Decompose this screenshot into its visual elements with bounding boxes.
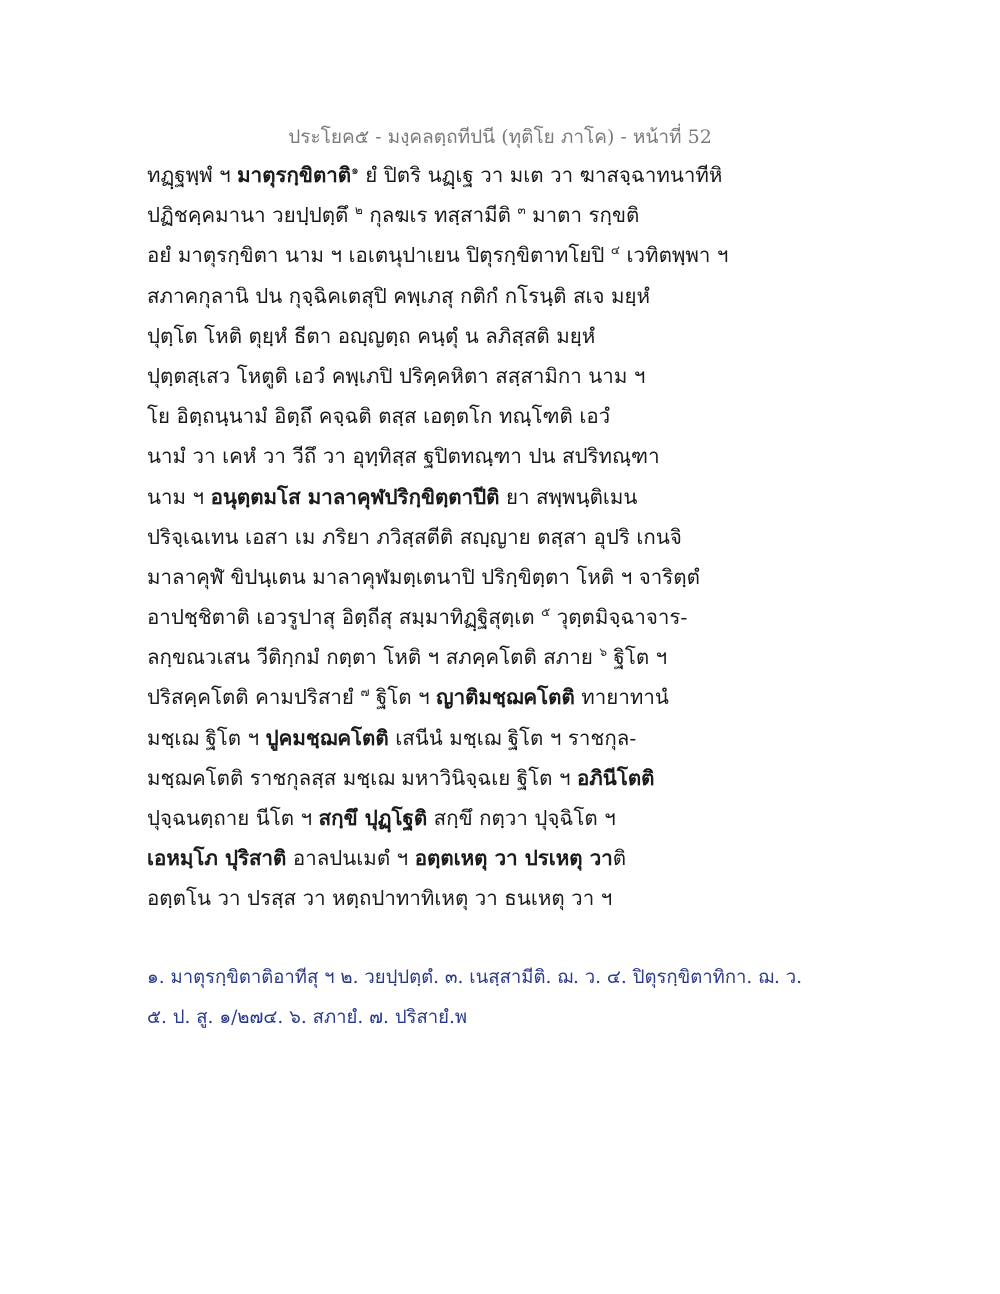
text-line-19: อตฺตโน วา ปรสฺส วา หตฺถปาทาทิเหตุ วา ธนเหตุ วา ฯ bbox=[147, 886, 613, 911]
footnote-ref-5[interactable]: ๕ bbox=[541, 605, 551, 620]
text-line-18: เอหมฺโภ ปุริสาติ อาลปนเมตํ ฯ อตฺตเหตุ วา ปรเหตุ วาติ bbox=[147, 846, 627, 871]
term-anuttamaso: อนุตฺตมโส มาลาคุฬปริกฺขิตฺตาปีติ bbox=[210, 484, 500, 509]
text-line-8: นามํ วา เคหํ วา วีถึ วา อุทฺทิสฺส ฐปิตทณฺฑา ปน สปริทณฺฑา bbox=[147, 444, 660, 469]
text-line-3: อยํ มาตุรกฺขิตา นาม ฯ เอเตนุปาเยน ปิตุรกฺขิตาทโยปิ $^๔$ เวทิตพฺพา ฯ bbox=[147, 243, 729, 268]
footnote-ref-3[interactable]: ๓ bbox=[517, 203, 526, 218]
text-line-14: ปริสคฺคโตติ คามปริสายํ $^๗$ ฐิโต ฯ ญาติมชฺฌคโตติ ทายาทานํ bbox=[147, 685, 669, 710]
footnote-line-1: ๑. มาตุรกฺขิตาติอาทีสุ ฯ ๒. วยปฺปตฺตํ. ๓. เนสฺสามีติ. ฌ. ว. ๔. ปิตุรกฺขิตาทิกา. ฌ. ว. bbox=[147, 967, 803, 988]
term-matu-rakkhita: มาตุรกฺขิตาติ bbox=[237, 163, 352, 187]
text-line-11: มาลาคุฬํ ขิปนฺเตน มาลาคุฬมตฺเตนาปิ ปริกฺขิตฺตา โหติ ฯ จาริตฺตํ bbox=[147, 564, 700, 589]
term-nati-majjha: ญาติมชฺฌคโตติ bbox=[436, 685, 575, 710]
text-line-7: โย อิตฺถนฺนามํ อิตฺถึ คจฺฉติ ตสฺส เอตฺตโก ทณฺโฑติ เอวํ bbox=[147, 404, 611, 429]
text-line-10: ปริจฺเฉเทน เอสา เม ภริยา ภวิสฺสตีติ สญฺญาย ตสฺสา อุปริ เกนจิ bbox=[147, 524, 682, 549]
text-line-17: ปุจฺฉนตฺถาย นีโต ฯ สกฺขึ ปุฏฺโฐติ สกฺขึ กตฺวา ปุจฺฉิโต ฯ bbox=[147, 806, 616, 830]
page-header: ประโยค๕ - มงฺคลตฺถทีปนี (ทุติโย ภาโค) - หน้าที่ 52 bbox=[288, 126, 712, 148]
term-atta-hetu: อตฺตเหตุ วา ปรเหตุ วา bbox=[414, 846, 613, 871]
text-line-6: ปุตฺตสฺเสว โหตูติ เอวํ คพฺเภปิ ปริคฺคหิตา สสฺสามิกา นาม ฯ bbox=[147, 363, 646, 388]
text-line-2: ปฏิชคฺคมานา วยปฺปตฺตึ $^๒$ กุลฆเร ทสฺสามีติ $^๓$ มาตา รกฺขติ bbox=[147, 203, 640, 228]
term-puga-majjha: ปูคมชฺฌคโตติ bbox=[265, 725, 389, 750]
text-line-12: อาปชฺชิตาติ เอวรูปาสุ อิตฺถีสุ สมฺมาทิฏฺฐิสุตฺเต $^๕$ วุตฺตมิจฺฉาจาร- bbox=[147, 605, 688, 630]
text-line-15: มชฺเฌ ฐิโต ฯ ปูคมชฺฌคโตติ เสนีนํ มชฺเฌ ฐิโต ฯ ราชกุล- bbox=[147, 725, 637, 750]
footnote-ref-2[interactable]: ๒ bbox=[354, 203, 363, 218]
text-line-13: ลกฺขณวเสน วีติกฺกมํ กตฺตา โหติ ฯ สภคฺคโตติ สภาย $^๖$ ฐิโต ฯ bbox=[147, 645, 668, 670]
term-sakkhi-puttho: สกฺขึ ปุฏฺโฐติ bbox=[318, 806, 428, 830]
text-line-16: มชฺฌคโตติ ราชกุลสฺส มชฺเฌ มหาวินิจฺฉเย ฐิโต ฯ อภินีโตติ bbox=[147, 765, 655, 790]
text-line-4: สภาคกุลานิ ปน กุจฺฉิคเตสุปิ คพฺเภสุ กติกํ กโรนฺติ สเจ มยฺหํ bbox=[147, 283, 651, 308]
footnote-ref-7[interactable]: ๗ bbox=[360, 685, 370, 700]
term-ehambho-purisa: เอหมฺโภ ปุริสาติ bbox=[147, 846, 287, 871]
footnote-ref-1[interactable]: ๑ bbox=[351, 163, 359, 178]
footnote-line-2: ๕. ป. สู. ๑/๒๗๔. ๖. สภายํ. ๗. ปริสายํ.พ bbox=[147, 1007, 468, 1028]
term-abhinito: อภินีโตติ bbox=[576, 765, 655, 790]
body-text bbox=[147, 155, 847, 919]
text-line-5: ปุตฺโต โหติ ตุยฺหํ ธีตา อญฺญตฺถ คนฺตุํ น ลภิสฺสติ มยฺหํ bbox=[147, 323, 596, 348]
text-line-1: ทฏฺฐพฺพํ ฯ มาตุรกฺขิตาติ$^๑$ ยํ ปิตริ นฏฺเฐ วา มเต วา ฆาสจฺฉาทนาทีหิ bbox=[147, 163, 723, 187]
text-line-9: นาม ฯ อนุตฺตมโส มาลาคุฬปริกฺขิตฺตาปีติ ยา สพฺพนฺติเมน bbox=[147, 484, 638, 509]
footnotes bbox=[147, 958, 847, 1038]
footnote-ref-6[interactable]: ๖ bbox=[599, 645, 607, 660]
footnote-ref-4[interactable]: ๔ bbox=[610, 243, 621, 258]
